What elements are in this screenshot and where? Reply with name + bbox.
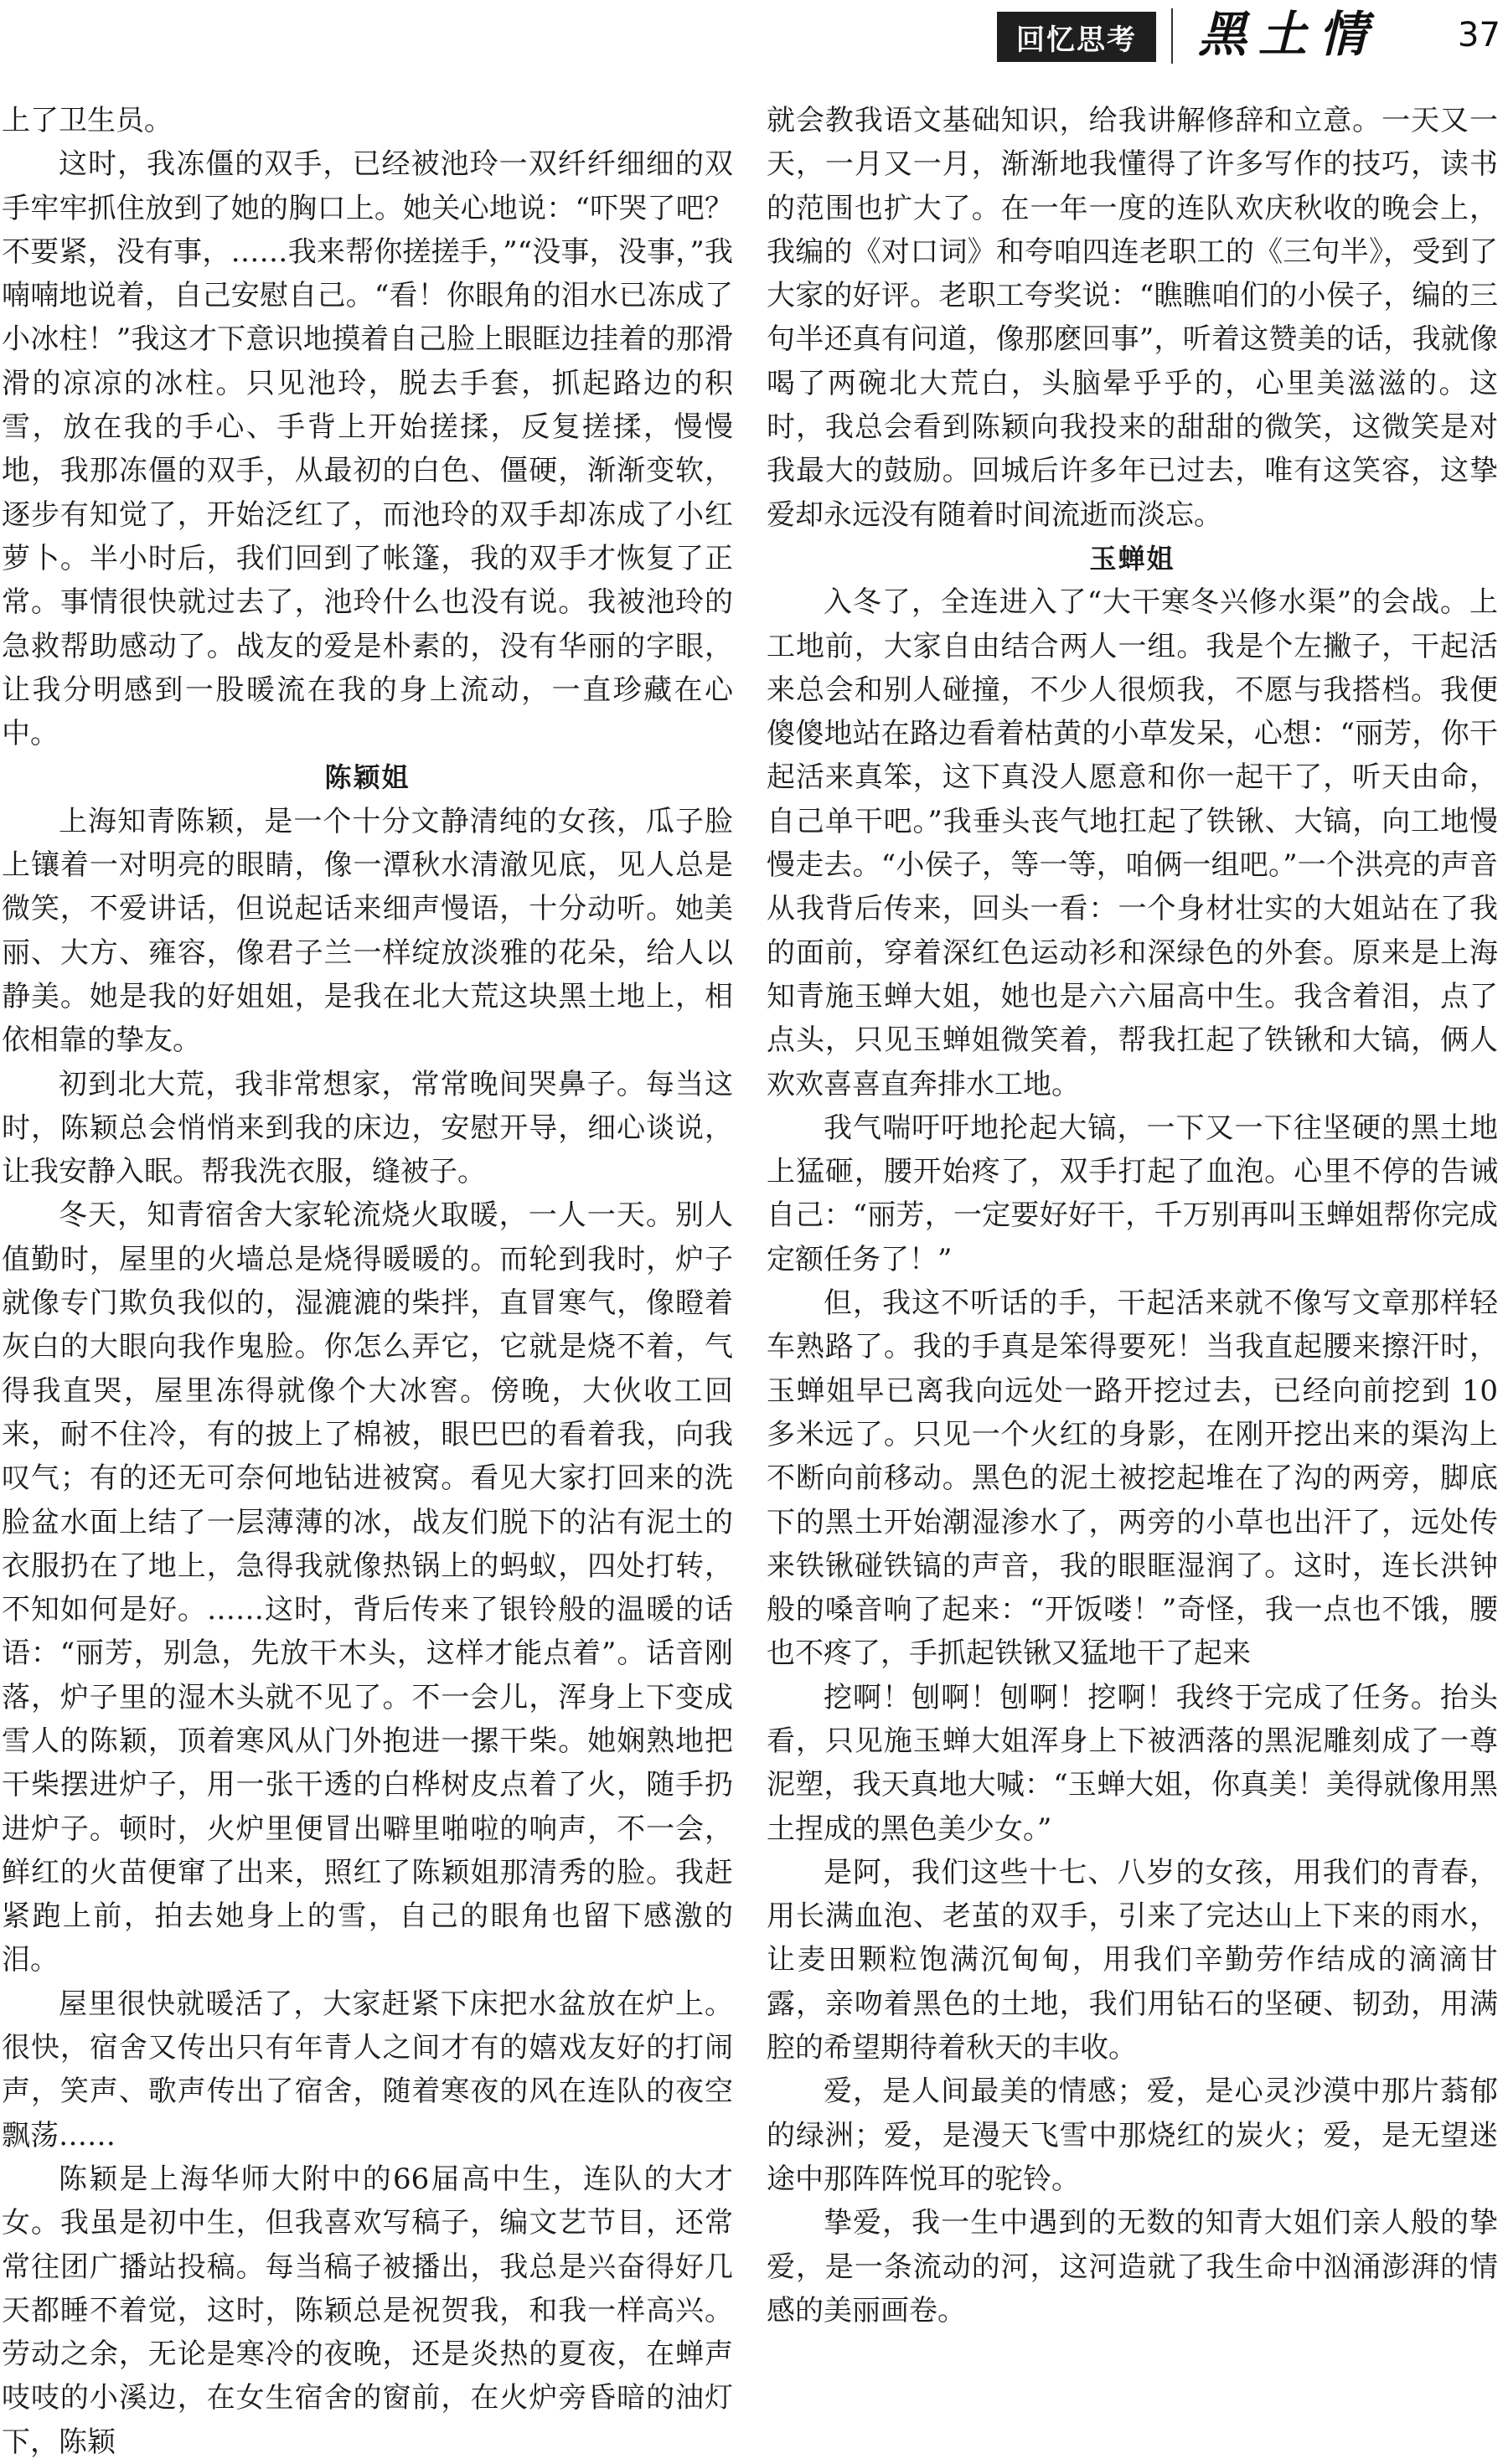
- page-header: [0, 0, 1508, 80]
- paragraph: 冬天，知青宿舍大家轮流烧火取暖，一人一天。别人值勤时，屋里的火墙总是烧得暖暖的。而轮到我时，炉子就像专门欺负我似的，湿漉漉的柴拌，直冒寒气，像瞪着灰白的大眼向我作鬼脸。你怎么弄它，它就是烧不着，气得我直哭，屋里冻得就像个大冰窖。傍晚，大伙收工回来，耐不住冷，有的披上了棉被，眼巴巴的看着我，向我叹气；有的还无可奈何地钻进被窝。看见大家打回来的洗脸盆水面上结了一层薄薄的冰，战友们脱下的沾有泥土的衣服扔在了地上，急得我就像热锅上的蚂蚁，四处打转，不知如何是好。……这时，背后传来了银铃般的温暖的话语：“丽芳，别急，先放干木头，这样才能点着”。话音刚落，炉子里的湿木头就不见了。不一会儿，浑身上下变成雪人的陈颖，顶着寒风从门外抱进一摞干柴。她娴熟地把干柴摆进炉子，用一张干透的白桦树皮点着了火，随手扔进炉子。顿时，火炉里便冒出噼里啪啦的响声，不一会，鲜红的火苗便窜了出来，照红了陈颖姐那清秀的脸。我赶紧跑上前，拍去她身上的雪，自己的眼角也留下感激的泪。: [2, 1198, 733, 1977]
- paragraph: 上了卫生员。: [2, 104, 173, 137]
- section-tag: 回忆思考: [997, 12, 1156, 62]
- section-heading: 陈颖姐: [324, 761, 411, 794]
- left-column: [2, 99, 733, 2464]
- paragraph: 挚爱，我一生中遇到的无数的知青大姐们亲人般的挚爱，是一条流动的河，这河造就了我生命中汹涌澎湃的情感的美丽画卷。: [767, 2206, 1498, 2327]
- paragraph: 挖啊！刨啊！刨啊！挖啊！我终于完成了任务。抬头看，只见施玉蝉大姐浑身上下被洒落的黑泥雕刻成了一尊泥塑，我天真地大喊：“玉蝉大姐，你真美！美得就像用黑土捏成的黑色美少女。”: [767, 1680, 1498, 1846]
- magazine-title: 黑土情: [1198, 6, 1380, 63]
- paragraph: 初到北大荒，我非常想家，常常晚间哭鼻子。每当这时，陈颖总会悄悄来到我的床边，安慰开导，细心谈说，让我安静入眠。帮我洗衣服，缝被子。: [2, 1067, 733, 1189]
- paragraph: 陈颖是上海华师大附中的66届高中生，连队的大才女。我虽是初中生，但我喜欢写稿子，编文艺节目，还常常往团广播站投稿。每当稿子被播出，我总是兴奋得好几天都睡不着觉，这时，陈颖总是祝贺我，和我一样高兴。劳动之余，无论是寒冷的夜晚，还是炎热的夏夜，在蝉声吱吱的小溪边，在女生宿舍的窗前，在火炉旁昏暗的油灯下，陈颖: [2, 2162, 733, 2459]
- paragraph: 上海知青陈颖，是一个十分文静清纯的女孩，瓜子脸上镶着一对明亮的眼睛，像一潭秋水清澈见底，见人总是微笑，不爱讲话，但说起话来细声慢语，十分动听。她美丽、大方、雍容，像君子兰一样绽放淡雅的花朵，给人以静美。她是我的好姐姐，是我在北大荒这块黑土地上，相依相靠的挚友。: [2, 804, 733, 1058]
- page-number: 37: [1458, 16, 1500, 54]
- paragraph: 我气喘吁吁地抡起大镐，一下又一下往坚硬的黑土地上猛砸，腰开始疼了，双手打起了血泡。心里不停的告诫自己：“丽芳，一定要好好干，千万别再叫玉蝉姐帮你完成定额任务了！”: [767, 1111, 1498, 1276]
- paragraph: 但，我这不听话的手，干起活来就不像写文章那样轻车熟路了。我的手真是笨得要死！当我直起腰来擦汗时，玉蝉姐早已离我向远处一路开挖过去，已经向前挖到 10 多米远了。只见一个火红的身影，在刚开挖出来的渠沟上不断向前移动。黑色的泥土被挖起堆在了沟的两旁，脚底下的黑土开始潮湿渗水了，两旁的小草也出汗了，远处传来铁锹碰铁镐的声音，我的眼眶湿润了。这时，连长洪钟般的嗓音响了起来：“开饭喽！”奇怪，我一点也不饿，腰也不疼了，手抓起铁锹又猛地干了起来: [767, 1286, 1498, 1671]
- header-divider: [1171, 8, 1173, 64]
- paragraph: 这时，我冻僵的双手，已经被池玲一双纤纤细细的双手牢牢抓住放到了她的胸口上。她关心地说：“吓哭了吧？不要紧，没有事，……我来帮你搓搓手，”“没事，没事，”我喃喃地说着，自己安慰自己。“看！你眼角的泪水已冻成了小冰柱！”我这才下意识地摸着自己脸上眼眶边挂着的那滑滑的凉凉的冰柱。只见池玲，脱去手套，抓起路边的积雪，放在我的手心、手背上开始搓揉，反复搓揉，慢慢地，我那冻僵的双手，从最初的白色、僵硬，渐渐变软，逐步有知觉了，开始泛红了，而池玲的双手却冻成了小红萝卜。半小时后，我们回到了帐篷，我的双手才恢复了正常。事情很快就过去了，池玲什么也没有说。我被池玲的急救帮助感动了。战友的爱是朴素的，没有华丽的字眼，让我分明感到一股暖流在我的身上流动，一直珍藏在心中。: [2, 147, 733, 751]
- right-column: [767, 99, 1498, 2333]
- paragraph: 就会教我语文基础知识，给我讲解修辞和立意。一天又一天，一月又一月，渐渐地我懂得了许多写作的技巧，读书的范围也扩大了。在一年一度的连队欢庆秋收的晚会上，我编的《对口词》和夸咱四连老职工的《三句半》，受到了大家的好评。老职工夸奖说：“瞧瞧咱们的小侯子，编的三句半还真有问道，像那麽回事”，听着这赞美的话，我就像喝了两碗北大荒白，头脑晕乎乎的，心里美滋滋的。这时，我总会看到陈颖向我投来的甜甜的微笑，这微笑是对我最大的鼓励。回城后许多年已过去，唯有这笑容，这挚爱却永远没有随着时间流逝而淡忘。: [767, 104, 1498, 532]
- section-heading: 玉蝉姐: [1089, 542, 1175, 575]
- paragraph: 爱，是人间最美的情感；爱，是心灵沙漠中那片蓊郁的绿洲；爱，是漫天飞雪中那烧红的炭火；爱，是无望迷途中那阵阵悦耳的驼铃。: [767, 2075, 1498, 2196]
- paragraph: 是阿，我们这些十七、八岁的女孩，用我们的青春，用长满血泡、老茧的双手，引来了完达山上下来的雨水，让麦田颗粒饱满沉甸甸，用我们辛勤劳作结成的滴滴甘露，亲吻着黑色的土地，我们用钻石的坚硬、韧劲，用满腔的希望期待着秋天的丰收。: [767, 1855, 1498, 2065]
- paragraph: 入冬了，全连进入了“大干寒冬兴修水渠”的会战。上工地前，大家自由结合两人一组。我是个左撇子，干起活来总会和别人碰撞，不少人很烦我，不愿与我搭档。我便傻傻地站在路边看着枯黄的小草发呆，心想：“丽芳，你干起活来真笨，这下真没人愿意和你一起干了，听天由命，自己单干吧。”我垂头丧气地扛起了铁锹、大镐，向工地慢慢走去。“小侯子，等一等，咱俩一组吧。”一个洪亮的声音从我背后传来，回头一看：一个身材壮实的大姐站在了我的面前，穿着深红色运动衫和深绿色的外套。原来是上海知青施玉蝉大姐，她也是六六届高中生。我含着泪，点了点头，只见玉蝉姐微笑着，帮我扛起了铁锹和大镐，俩人欢欢喜喜直奔排水工地。: [767, 585, 1498, 1101]
- paragraph: 屋里很快就暖活了，大家赶紧下床把水盆放在炉上。很快，宿舍又传出只有年青人之间才有的嬉戏友好的打闹声，笑声、歌声传出了宿舍，随着寒夜的风在连队的夜空飘荡……: [2, 1987, 733, 2152]
